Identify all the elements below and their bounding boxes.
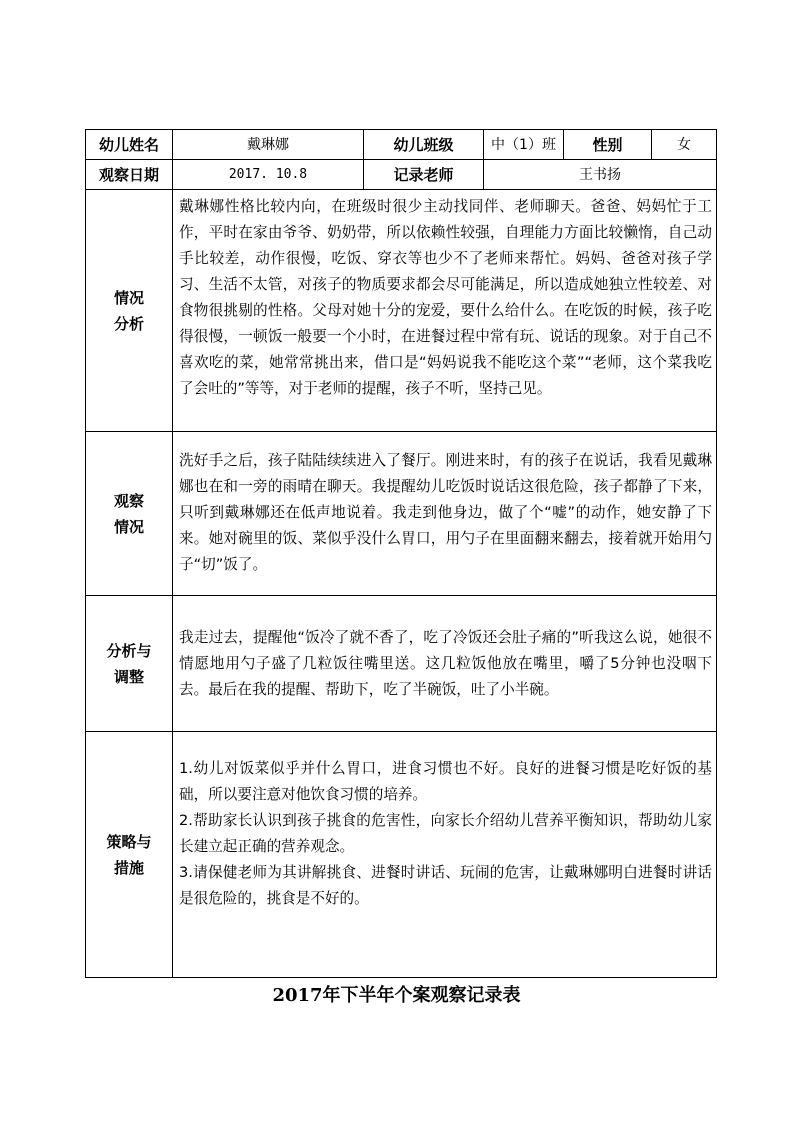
observation-date-label: 观察日期 bbox=[86, 160, 173, 190]
document-title: 2017年下半年个案观察记录表 bbox=[272, 985, 521, 1006]
strategy-measures-text bbox=[173, 732, 717, 978]
situation-label-line-1: 情况 bbox=[113, 288, 144, 307]
strategy-item-3: 3.请保健老师为其讲解挑食、进餐时讲话、玩闹的危害，让戴琳娜明白进餐时讲话是很危险的，挑食是不好的。 bbox=[179, 864, 712, 907]
child-name-label: 幼儿姓名 bbox=[86, 130, 173, 160]
strategy-label-line-2: 措施 bbox=[113, 858, 144, 877]
observation-row bbox=[86, 432, 717, 596]
observation-date-value: 2017. 10.8 bbox=[173, 160, 364, 190]
analysis-adjustment-label bbox=[86, 596, 173, 732]
observation-text: 洗好手之后，孩子陆陆续续进入了餐厅。刚进来时，有的孩子在说话，我看见戴琳娜也在和一旁的雨晴在聊天。我提醒幼儿吃饭时说话这很危险，孩子都静了下来，只听到戴琳娜还在低声地说着。我走到他身边，做了个“嘘”的动作，她安静了下来。她对碗里的饭、菜似乎没什么胃口，用勺子在里面翻来翻去，接着就开始用勺子“切”饭了。 bbox=[173, 432, 717, 596]
strategy-label-line-1: 策略与 bbox=[106, 832, 152, 851]
child-class-value: 中（1）班 bbox=[484, 130, 564, 160]
strategy-measures-row bbox=[86, 732, 717, 978]
strategy-item-1: 1.幼儿对饭菜似乎并什么胃口，进食习惯也不好。良好的进餐习惯是吃好饭的基础，所以要注意对他饮食习惯的培养。 bbox=[179, 760, 712, 803]
header-row-1 bbox=[86, 130, 717, 160]
gender-value: 女 bbox=[652, 130, 717, 160]
observation-label-line-2: 情况 bbox=[113, 517, 144, 536]
situation-label-line-2: 分析 bbox=[113, 314, 144, 333]
observation-label bbox=[86, 432, 173, 596]
child-class-label: 幼儿班级 bbox=[364, 130, 484, 160]
recording-teacher-label: 记录老师 bbox=[364, 160, 484, 190]
strategy-measures-label bbox=[86, 732, 173, 978]
analysis-adjustment-row bbox=[86, 596, 717, 732]
analysis-label-line-2: 调整 bbox=[113, 667, 144, 686]
situation-analysis-label bbox=[86, 190, 173, 432]
situation-analysis-row bbox=[86, 190, 717, 432]
situation-analysis-text: 戴琳娜性格比较内向，在班级时很少主动找同伴、老师聊天。爸爸、妈妈忙于工作，平时在家由爷爷、奶奶带，所以依赖性较强，自理能力方面比较懒惰，自己动手比较差，动作很慢，吃饭、穿衣等也少不了老师来帮忙。妈妈、爸爸对孩子学习、生活不太管，对孩子的物质要求都会尽可能满足，所以造成她独立性较差、对食物很挑剔的性格。父母对她十分的宠爱，要什么给什么。在吃饭的时候，孩子吃得很慢，一顿饭一般要一个小时，在进餐过程中常有玩、说话的现象。对于自己不喜欢吃的菜，她常常挑出来，借口是“妈妈说我不能吃这个菜”“老师，这个菜我吃了会吐的”等等，对于老师的提醒，孩子不听，坚持己见。 bbox=[173, 190, 717, 432]
observation-record-table bbox=[85, 129, 717, 978]
gender-label: 性别 bbox=[564, 130, 652, 160]
analysis-label-line-1: 分析与 bbox=[106, 641, 152, 660]
strategy-item-2: 2.帮助家长认识到孩子挑食的危害性，向家长介绍幼儿营养平衡知识，帮助幼儿家长建立起正确的营养观念。 bbox=[179, 812, 712, 855]
header-row-2 bbox=[86, 160, 717, 190]
child-name-value: 戴琳娜 bbox=[173, 130, 364, 160]
observation-label-line-1: 观察 bbox=[113, 491, 144, 510]
recording-teacher-value: 王书扬 bbox=[484, 160, 717, 190]
analysis-adjustment-text: 我走过去，提醒他“饭冷了就不香了，吃了冷饭还会肚子痛的”听我这么说，她很不情愿地用勺子盛了几粒饭往嘴里送。这几粒饭他放在嘴里，嚼了5分钟也没咽下去。最后在我的提醒、帮助下，吃了半碗饭，吐了小半碗。 bbox=[173, 596, 717, 732]
